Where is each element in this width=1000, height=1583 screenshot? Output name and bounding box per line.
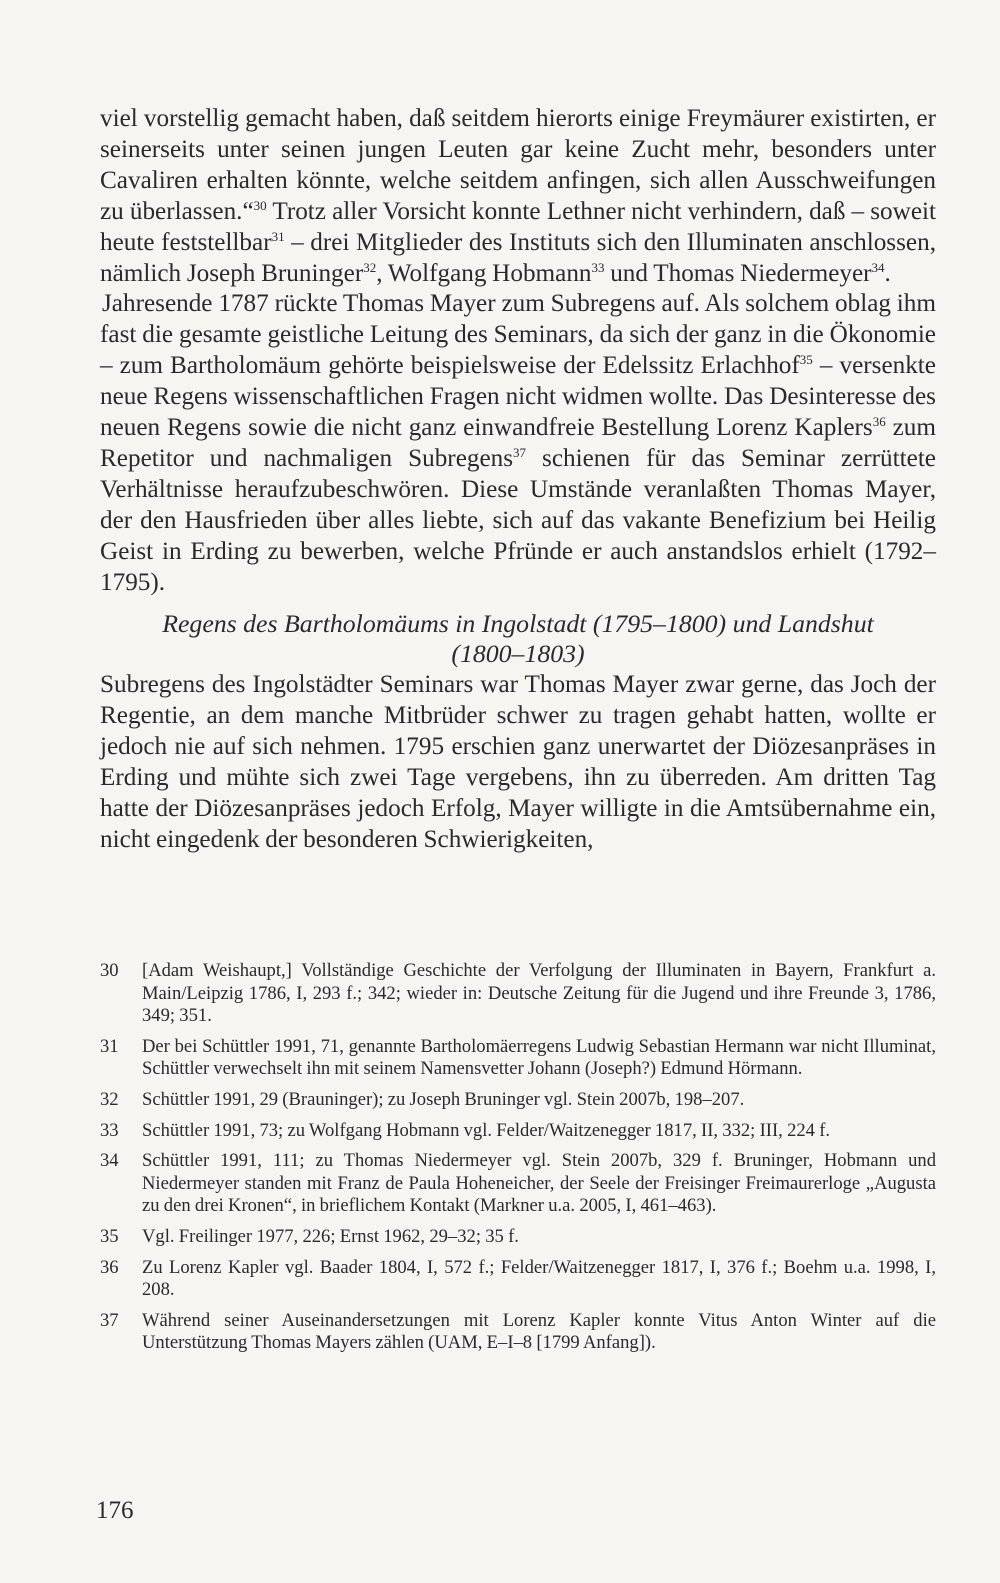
- footnote-reference: 31: [271, 228, 285, 244]
- text-run: und Thomas Niedermeyer: [604, 259, 872, 287]
- footnote-text: Zu Lorenz Kapler vgl. Baader 1804, I, 572 f.; Felder/Waitzenegger 1817, I, 376 f.; Boehm u.a. 1998, I, 208.: [142, 1256, 936, 1301]
- footnote-number: 36: [100, 1256, 119, 1278]
- body-paragraph: [100, 289, 936, 598]
- footnote-number: 33: [100, 1119, 119, 1141]
- footnote-text: Schüttler 1991, 73; zu Wolfgang Hobmann vgl. Felder/Waitzenegger 1817, II, 332; III, 224 f.: [142, 1119, 831, 1141]
- footnotes: [100, 960, 936, 1363]
- page-number: 176: [96, 1497, 134, 1524]
- footnote-text: [Adam Weishaupt,] Vollständige Geschichte der Verfolgung der Illuminaten in Bayern, Frankfurt a. Main/Leipzig 1786, I, 293 f.; 342; wieder in: Deutsche Zeitung für die Jugend und ihre Freunde 3, 1786, 349; 351.: [142, 960, 936, 1027]
- text-run: schienen für das Seminar zerrüttete Verhältnisse heraufzubeschwören. Diese Umstände veranlaßten Thomas Mayer, der den Hausfrieden über alles liebte, sich auf das vakante Benefizium bei Heilig Geist in Erding zu bewerben, welche Pfründe er auch anstandslos erhielt (1792–1795).: [100, 444, 936, 596]
- footnote: [100, 1310, 936, 1355]
- text-run: Trotz aller Vorsicht konnte Lethner nicht verhindern, daß – soweit heute feststellbar: [100, 197, 936, 256]
- footnote-text: Während seiner Auseinandersetzungen mit Lorenz Kapler konnte Vitus Anton Winter auf die Unterstützung Thomas Mayers zählen (UAM, E–I–8 [1799 Anfang]).: [142, 1309, 936, 1354]
- footnote: [100, 1257, 936, 1302]
- footnote: [100, 1036, 936, 1081]
- body-paragraph: [100, 104, 936, 289]
- text-run: , Wolfgang Hobmann: [376, 259, 592, 287]
- footnote: [100, 1226, 936, 1249]
- footnote-reference: 36: [872, 414, 886, 430]
- text-run: – drei Mitglieder des Instituts sich den Illuminaten anschlossen, nämlich Joseph Bruninger: [100, 228, 936, 287]
- footnote-text: Schüttler 1991, 111; zu Thomas Niedermeyer vgl. Stein 2007b, 329 f. Bruninger, Hobmann und Niedermeyer standen mit Franz de Paula Hoheneicher, der Seele der Freisinger Freimaurerloge „Augusta zu den drei Kronen“, in brieflichem Kontakt (Markner u.a. 2005, I, 461–463).: [142, 1150, 936, 1217]
- footnote-number: 35: [100, 1225, 119, 1247]
- footnote-reference: 30: [253, 197, 267, 213]
- footnote: [100, 960, 936, 1028]
- footnote-reference: 35: [799, 352, 813, 368]
- paragraph-after-heading: Subregens des Ingolstädter Seminars war Thomas Mayer zwar gerne, das Joch der Regentie, an dem manche Mitbrüder schwer zu tragen gehabt hatten, wollte er jedoch nie auf sich nehmen. 1795 erschien ganz unerwartet der Diözesanpräses in Erding und mühte sich zwei Tage vergebens, ihn zu überreden. Am dritten Tag hatte der Diözesanpräses jedoch Erfolg, Mayer willigte in die Amtsübernahme ein, nicht eingedenk der besonderen Schwierigkeiten,: [100, 671, 936, 853]
- footnote-number: 34: [100, 1150, 119, 1172]
- body-paragraphs: [100, 104, 936, 599]
- main-text: [100, 104, 936, 856]
- footnote-number: 32: [100, 1088, 119, 1110]
- footnote-reference: 32: [363, 259, 377, 275]
- footnote: [100, 1089, 936, 1112]
- text-run: zum Repetitor und nachmaligen Subregens: [100, 414, 936, 472]
- section-heading-line-2: (1800–1803): [451, 639, 585, 669]
- footnote-reference: 33: [591, 259, 605, 275]
- footnote-reference: 37: [513, 444, 527, 460]
- text-run: – versenkte neue Regens wissenschaftlichen Fragen nicht widmen wollte. Das Desinteresse des neuen Regens sowie die nicht ganz einwandfreie Bestellung Lorenz Kaplers: [100, 352, 936, 442]
- footnote-text: Schüttler 1991, 29 (Brauninger); zu Joseph Bruninger vgl. Stein 2007b, 198–207.: [142, 1088, 745, 1110]
- text-run: viel vorstellig gemacht haben, daß seitdem hierorts einige Freymäurer existirten, er seinerseits unter seinen jungen Leuten gar keine Zucht mehr, besonders unter Cavaliren erhalten könnte, welche seitdem anfingen, sich allen Ausschweifungen zu überlassen.“: [100, 105, 936, 225]
- footnote-number: 37: [100, 1309, 119, 1331]
- footnote-text: Der bei Schüttler 1991, 71, genannte Bartholomäerregens Ludwig Sebastian Hermann war nicht Illuminat, Schüttler verwechselt ihn mit seinem Namensvetter Johann (Joseph?) Edmund Hörmann.: [142, 1035, 936, 1080]
- section-heading-line-1: Regens des Bartholomäums in Ingolstadt (1795–1800) und Landshut: [162, 608, 874, 638]
- section-heading: [100, 609, 936, 671]
- footnote: [100, 1120, 936, 1143]
- text-run: Jahresende 1787 rückte Thomas Mayer zum Subregens auf. Als solchem oblag ihm fast die gesamte geistliche Leitung des Seminars, da sich der ganz in die Ökonomie – zum Bartholomäum gehörte beispielsweise der Edelssitz Erlachhof: [100, 290, 936, 380]
- footnote-number: 30: [100, 960, 119, 981]
- footnote-text: Vgl. Freilinger 1977, 226; Ernst 1962, 29–32; 35 f.: [142, 1225, 519, 1247]
- text-run: .: [884, 259, 891, 287]
- footnote: [100, 1150, 936, 1218]
- footnote-number: 31: [100, 1035, 119, 1057]
- footnote-reference: 34: [871, 259, 885, 275]
